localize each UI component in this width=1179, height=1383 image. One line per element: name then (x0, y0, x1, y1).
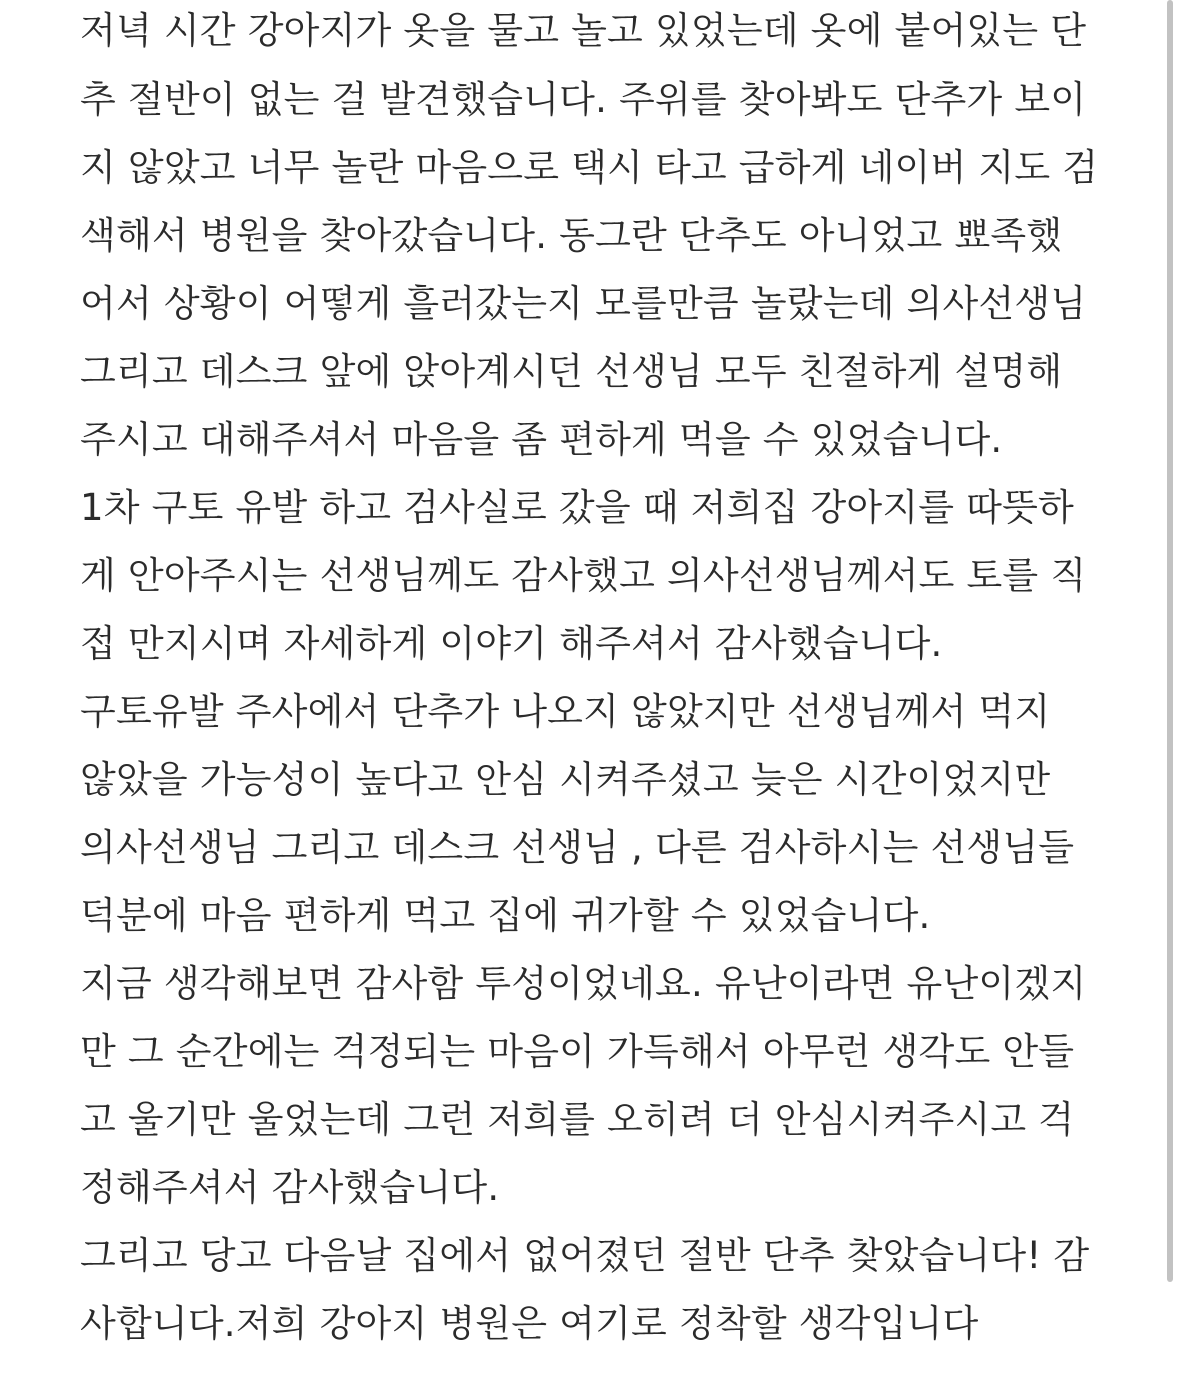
review-line: 1차 구토 유발 하고 검사실로 갔을 때 저희집 강아지를 따뜻하 (80, 486, 1074, 529)
review-line: 정해주셔서 감사했습니다. (80, 1166, 500, 1209)
review-line: 접 만지시며 자세하게 이야기 해주셔서 감사했습니다. (80, 622, 943, 665)
review-line: 구토유발 주사에서 단추가 나오지 않았지만 선생님께서 먹지 (80, 690, 1051, 733)
review-line: 그리고 당고 다음날 집에서 없어졌던 절반 단추 찾았습니다! 감 (80, 1234, 1090, 1277)
review-line: 색해서 병원을 찾아갔습니다. 동그란 단추도 아니었고 뾰족했 (80, 214, 1063, 257)
review-line: 어서 상황이 어떻게 흘러갔는지 모를만큼 놀랐는데 의사선생님 (80, 282, 1087, 325)
review-line: 고 울기만 울었는데 그런 저희를 오히려 더 안심시켜주시고 걱 (80, 1098, 1075, 1141)
review-line: 주시고 대해주셔서 마음을 좀 편하게 먹을 수 있었습니다. (80, 418, 1003, 461)
review-line: 의사선생님 그리고 데스크 선생님 , 다른 검사하시는 선생님들 (80, 826, 1075, 869)
review-line: 않았을 가능성이 높다고 안심 시켜주셨고 늦은 시간이었지만 (80, 758, 1051, 801)
review-line: 게 안아주시는 선생님께도 감사했고 의사선생님께서도 토를 직 (80, 554, 1087, 597)
review-line: 사합니다.저희 강아지 병원은 여기로 정착할 생각입니다 (80, 1302, 979, 1345)
review-line: 그리고 데스크 앞에 앉아계시던 선생님 모두 친절하게 설명해 (80, 350, 1063, 393)
vertical-scrollbar[interactable] (1163, 0, 1179, 1383)
review-line: 추 절반이 없는 걸 발견했습니다. 주위를 찾아봐도 단추가 보이 (80, 78, 1087, 121)
review-line: 지금 생각해보면 감사함 투성이었네요. 유난이라면 유난이겠지 (80, 962, 1087, 1005)
review-text-body (80, 0, 1140, 1358)
review-line: 만 그 순간에는 걱정되는 마음이 가득해서 아무런 생각도 안들 (80, 1030, 1075, 1073)
review-line: 지 않았고 너무 놀란 마음으로 택시 타고 급하게 네이버 지도 검 (80, 146, 1099, 189)
review-line: 저녁 시간 강아지가 옷을 물고 놀고 있었는데 옷에 붙어있는 단 (80, 9, 1087, 52)
review-line: 덕분에 마음 편하게 먹고 집에 귀가할 수 있었습니다. (80, 894, 931, 937)
scrollbar-thumb[interactable] (1167, 0, 1173, 1282)
